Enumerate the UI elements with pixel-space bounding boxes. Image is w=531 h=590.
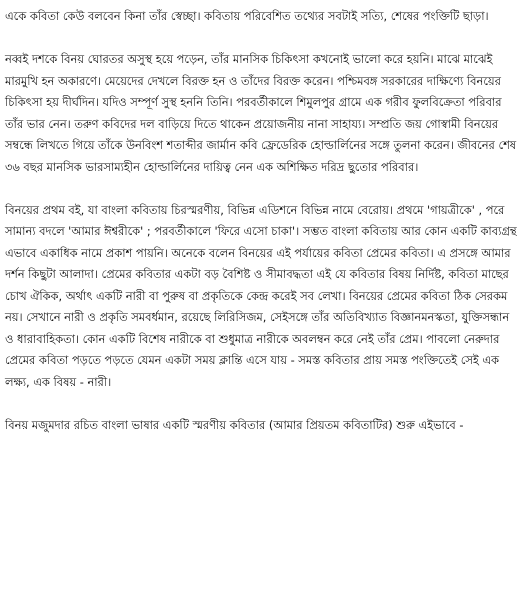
paragraph-poem-intro: বিনয় মজুমদার রচিত বাংলা ভাষার একটি স্মরণীয় কবিতার (আমার প্রিয়তম কবিতাটির) শুরু এইভাবে - — [5, 417, 464, 432]
paragraph-intro: একে কবিতা কেউ বলবেন কিনা তাঁর স্বেচ্ছা। কবিতায় পরিবেশিত তথ্যের সবটাই সত্যি, শেষের পংক্তিটি ছাড়া। — [5, 9, 489, 23]
paragraph-first-book: বিনয়ের প্রথম বই, যা বাংলা কবিতায় চিরস্মরণীয়, বিভিন্ন এডিশনে বিভিন্ন নামে বেরোয়। প্রথমে 'গায়ত্রীকে' , পরে সামান্য বদলে 'আমার ঈশ্বরীকে' ; পরবর্তীকালে 'ফিরে এসো চাকা'। সম্ভত বাংলা কবিতায় আর কোন একটি কাব্যগ্রন্থ এভাবে একাধিক নামে প্রকাশ পায়নি। অনেকে বলেন বিনয়ের এই পর্যায়ের কবিতা প্রেমের কবিতা। এ প্রসঙ্গে আমার দর্শন কিছুটা আলাদা। প্রেমের কবিতার একটা বড় বৈশিষ্ট ও সীমাবদ্ধতা এই যে কবিতার বিষয় নির্দিষ্ট, কবিতা মাছের চোখ ঐকিক, অর্থাৎ একটি নারী বা পুরুষ বা প্রকৃতিকে কেন্দ্র করেই সব লেখা। বিনয়ের প্রেমের কবিতা ঠিক সেরকম নয়। সেখানে নারী ও প্রকৃতি সমবর্ধমান, রয়েছে লিরিসিজম, সেইসঙ্গে তাঁর অতিবিখ্যাত বিজ্ঞানমনস্কতা, যুক্তিসন্ধান ও ধারাবাহিকতা। কোন একটি বিশেষ নারীকে বা শুধুমাত্র নারীকে অবলম্বন করে নেই তাঁর প্রেম। পাবলো নেরুদার প্রেমের কবিতা পড়তে পড়তে যেমন একটা সময় ক্লান্তি এসে যায় - সমস্ত কবিতার প্রায় সমস্ত পংক্তিতেই সেই এক লক্ষ্য, এক বিষয় - নারী। — [5, 202, 517, 389]
paragraph-illness: নব্বই দশকে বিনয় ঘোরতর অসুস্থ হয়ে পড়েন, তাঁর মানসিক চিকিৎসা কখনোই ভালো করে হয়নি। মাঝে মাঝেই মারমুখি হন অকারণে। মেয়েদের দেখলে বিরক্ত হন ও তাঁদের বিরক্ত করেন। পশ্চিমবঙ্গ সরকারের দাক্ষিণ্যে বিনয়ের চিকিৎসা হয় দীর্ঘদিন। যদিও সম্পূর্ণ সুস্থ হননি তিনি। পরবর্তীকালে শিমুলপুর গ্রামে এক গরীব ফুলবিক্রেতা পরিবার তাঁর ভার নেন। তরুণ কবিদের দল বাড়িয়ে দিতে থাকেন প্রয়োজনীয় নানা সাহায্য। সম্প্রতি জয় গোস্বামী বিনয়ের সম্বন্ধে লিখতে গিয়ে তাঁকে উনবিংশ শতাব্দীর জার্মান কবি ফ্রেডেরিক হোল্ডার্লিনের সঙ্গে তুলনা করেন। জীবনের শেষ ৩৬ বছর মানসিক ভারসাম্যহীন হোল্ডার্লিনের দায়িত্ব নেন এক অশিক্ষিত দরিদ্র ছুতোর পরিবার। — [5, 52, 517, 174]
